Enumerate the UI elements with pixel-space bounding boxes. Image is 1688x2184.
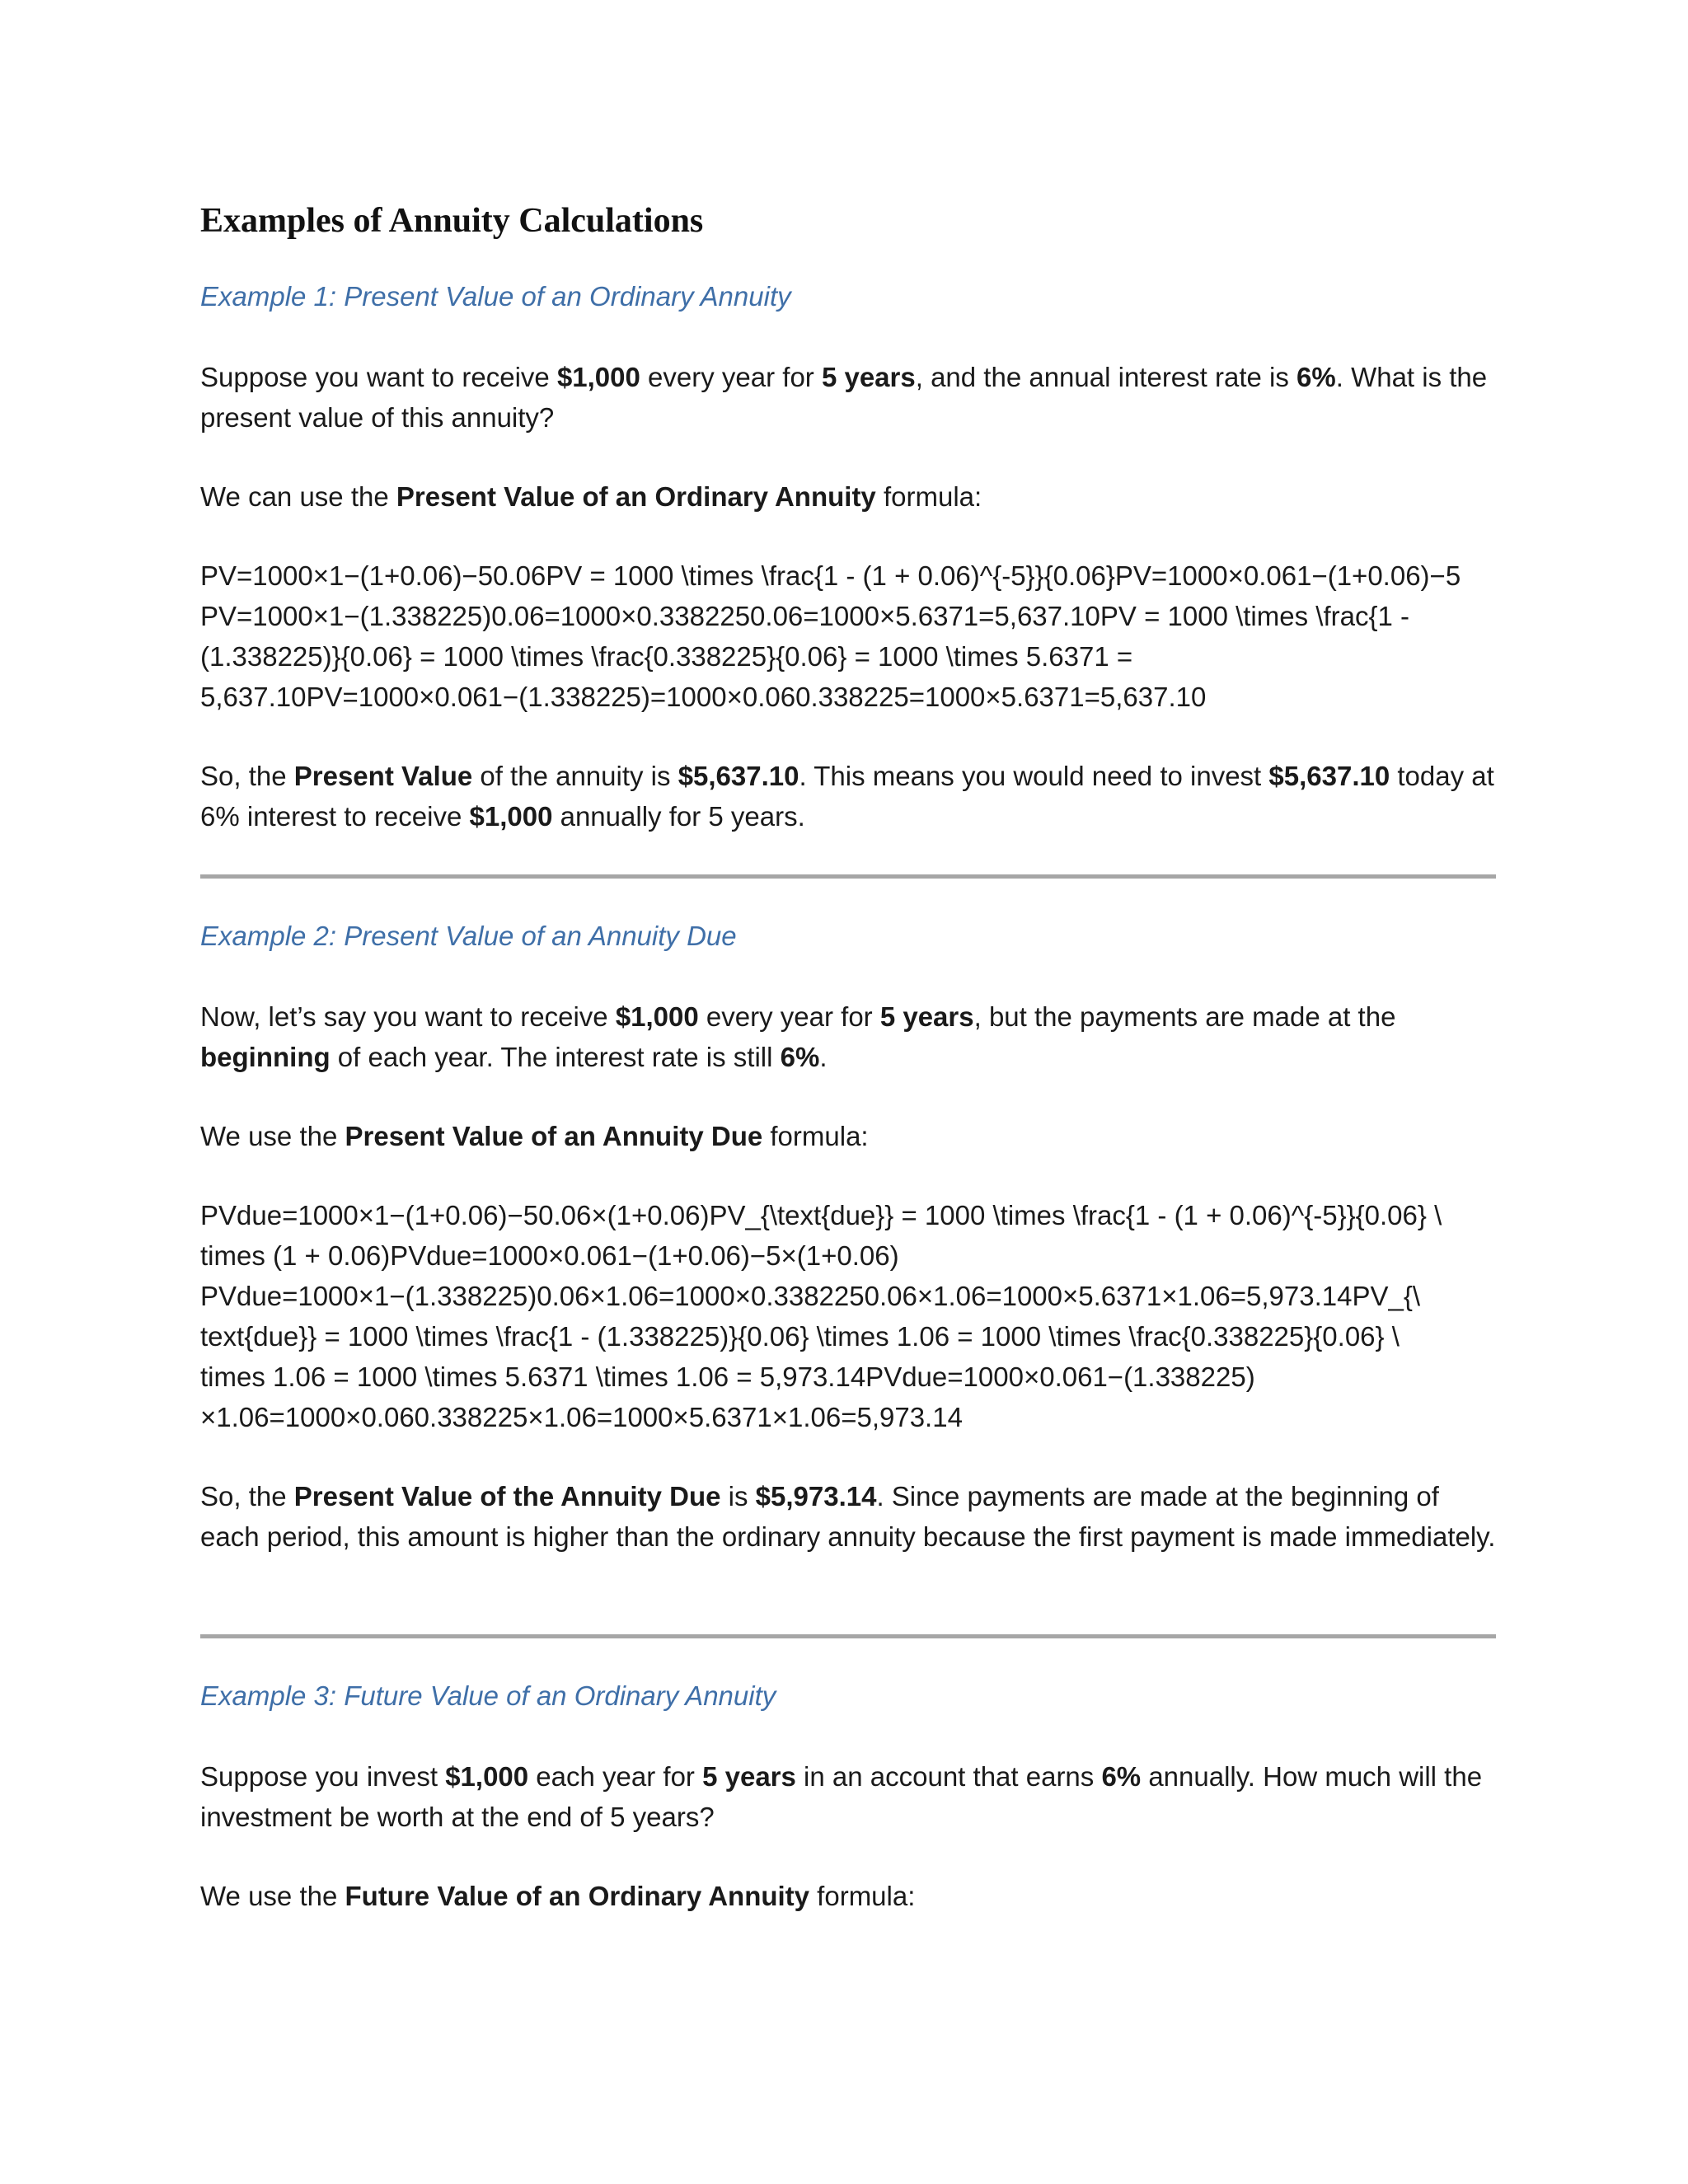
example-1-result-paragraph <box>200 756 1498 837</box>
example-2-formula-block <box>200 1195 1498 1437</box>
example-2-result-text-2: is <box>720 1481 756 1511</box>
section-divider <box>200 1634 1496 1638</box>
example-3-formula-intro <box>200 1876 1498 1916</box>
example-1-result-text-3: . This means you would need to invest <box>799 761 1269 791</box>
example-1-intro-text-4: . What is the present value of this annuity? <box>200 362 1488 433</box>
example-3-intro-text-3: in an account that earns <box>795 1761 1102 1792</box>
example-1-intro-text-2: every year for <box>640 362 822 392</box>
formula-line: PV=1000×1−(1.338225)0.06=1000×0.3382250.06=1000×5.6371=5,637.10PV = 1000 \times \frac{1 - <box>200 601 1409 631</box>
example-1-intro-text-3: , and the annual interest rate is <box>915 362 1297 392</box>
formula-line: (1.338225)}{0.06} = 1000 \times \frac{0.338225}{0.06} = 1000 \times 5.6371 = <box>200 641 1133 672</box>
example-2-heading: Example 2: Present Value of an Annuity Due <box>200 921 737 951</box>
document-title: Examples of Annuity Calculations <box>200 202 704 240</box>
example-3-formula-name: Future Value of an Ordinary Annuity <box>345 1881 810 1911</box>
example-2-intro-beginning: beginning <box>200 1042 331 1072</box>
example-2-result-text-1: So, the <box>200 1481 294 1511</box>
example-3-use-text-1: We use the <box>200 1881 345 1911</box>
example-2-formula-intro <box>200 1116 1498 1156</box>
example-3-intro-rate: 6% <box>1101 1761 1142 1792</box>
example-2-result-text-3: . Since payments are made at the beginning of each period, this amount is higher than the ordinary annuity because the first payment is made immediately. <box>200 1481 1496 1552</box>
example-1-intro-text-1: Suppose you want to receive <box>200 362 557 392</box>
formula-line: ×1.06=1000×0.060.338225×1.06=1000×5.6371×1.06=5,973.14 <box>200 1402 963 1432</box>
example-2-formula-name: Present Value of an Annuity Due <box>345 1121 763 1151</box>
example-3-intro-years: 5 years <box>702 1761 796 1792</box>
example-1-heading: Example 1: Present Value of an Ordinary Annuity <box>200 281 791 312</box>
formula-line: times 1.06 = 1000 \times 5.6371 \times 1.06 = 5,973.14PVdue=1000×0.061−(1.338225) <box>200 1361 1255 1392</box>
example-1-result-text-1: So, the <box>200 761 294 791</box>
example-2-intro-text-4: of each year. The interest rate is still <box>330 1042 781 1072</box>
example-1-result-amount: $1,000 <box>469 801 553 832</box>
example-2-intro-text-2: every year for <box>698 1001 880 1032</box>
formula-line: PVdue=1000×1−(1.338225)0.06×1.06=1000×0.3382250.06×1.06=1000×5.6371×1.06=5,973.14PV_{\ <box>200 1281 1421 1311</box>
example-2-intro-amount: $1,000 <box>615 1001 699 1032</box>
example-2-intro-text-5: . <box>819 1042 828 1072</box>
formula-line: times (1 + 0.06)PVdue=1000×0.061−(1+0.06)−5×(1+0.06) <box>200 1240 899 1271</box>
example-3-intro-paragraph <box>200 1756 1498 1837</box>
example-2-use-text-1: We use the <box>200 1121 345 1151</box>
example-2-result-value: $5,973.14 <box>755 1481 877 1511</box>
example-1-intro-years: 5 years <box>821 362 916 392</box>
example-2-intro-rate: 6% <box>780 1042 820 1072</box>
example-1-intro-paragraph <box>200 357 1498 438</box>
example-3-intro-amount: $1,000 <box>445 1761 529 1792</box>
example-1-intro-amount: $1,000 <box>556 362 640 392</box>
example-2-intro-text-1: Now, let’s say you want to receive <box>200 1001 616 1032</box>
example-2-intro-text-3: , but the payments are made at the <box>973 1001 1396 1032</box>
section-divider <box>200 874 1496 879</box>
formula-line: PVdue=1000×1−(1+0.06)−50.06×(1+0.06)PV_{\text{due}} = 1000 \times \frac{1 - (1 + 0.06)^{-5}}{0.06} \ <box>200 1200 1442 1230</box>
example-1-intro-rate: 6% <box>1296 362 1336 392</box>
example-1-result-term: Present Value <box>293 761 473 791</box>
example-1-result-text-2: of the annuity is <box>472 761 678 791</box>
example-1-formula-block <box>200 555 1498 717</box>
example-3-intro-text-2: each year for <box>528 1761 703 1792</box>
example-1-use-text-2: formula: <box>875 481 982 512</box>
example-1-formula-name: Present Value of an Ordinary Annuity <box>396 481 876 512</box>
example-2-result-paragraph <box>200 1476 1498 1557</box>
example-1-result-text-5: annually for 5 years. <box>552 801 805 832</box>
formula-line: text{due}} = 1000 \times \frac{1 - (1.338225)}{0.06} \times 1.06 = 1000 \times \frac{0.338225}{0.06} \ <box>200 1321 1400 1352</box>
example-2-result-term: Present Value of the Annuity Due <box>293 1481 721 1511</box>
example-1-result-value: $5,637.10 <box>678 761 799 791</box>
example-2-intro-years: 5 years <box>879 1001 974 1032</box>
example-1-use-text-1: We can use the <box>200 481 396 512</box>
example-3-use-text-2: formula: <box>809 1881 916 1911</box>
example-1-formula-intro <box>200 476 1498 517</box>
example-3-intro-text-4: annually. How much will the investment be worth at the end of 5 years? <box>200 1761 1483 1832</box>
example-1-result-invest-value: $5,637.10 <box>1268 761 1390 791</box>
example-3-intro-text-1: Suppose you invest <box>200 1761 446 1792</box>
example-2-intro-paragraph <box>200 996 1498 1077</box>
example-1-result-text-4: today at 6% interest to receive <box>200 761 1494 832</box>
example-3-heading: Example 3: Future Value of an Ordinary Annuity <box>200 1680 776 1711</box>
example-2-use-text-2: formula: <box>762 1121 869 1151</box>
formula-line: 5,637.10PV=1000×0.061−(1.338225)=1000×0.060.338225=1000×5.6371=5,637.10 <box>200 682 1207 712</box>
formula-line: PV=1000×1−(1+0.06)−50.06PV = 1000 \times \frac{1 - (1 + 0.06)^{-5}}{0.06}PV=1000×0.061−(1+0.06)−5 <box>200 560 1461 591</box>
